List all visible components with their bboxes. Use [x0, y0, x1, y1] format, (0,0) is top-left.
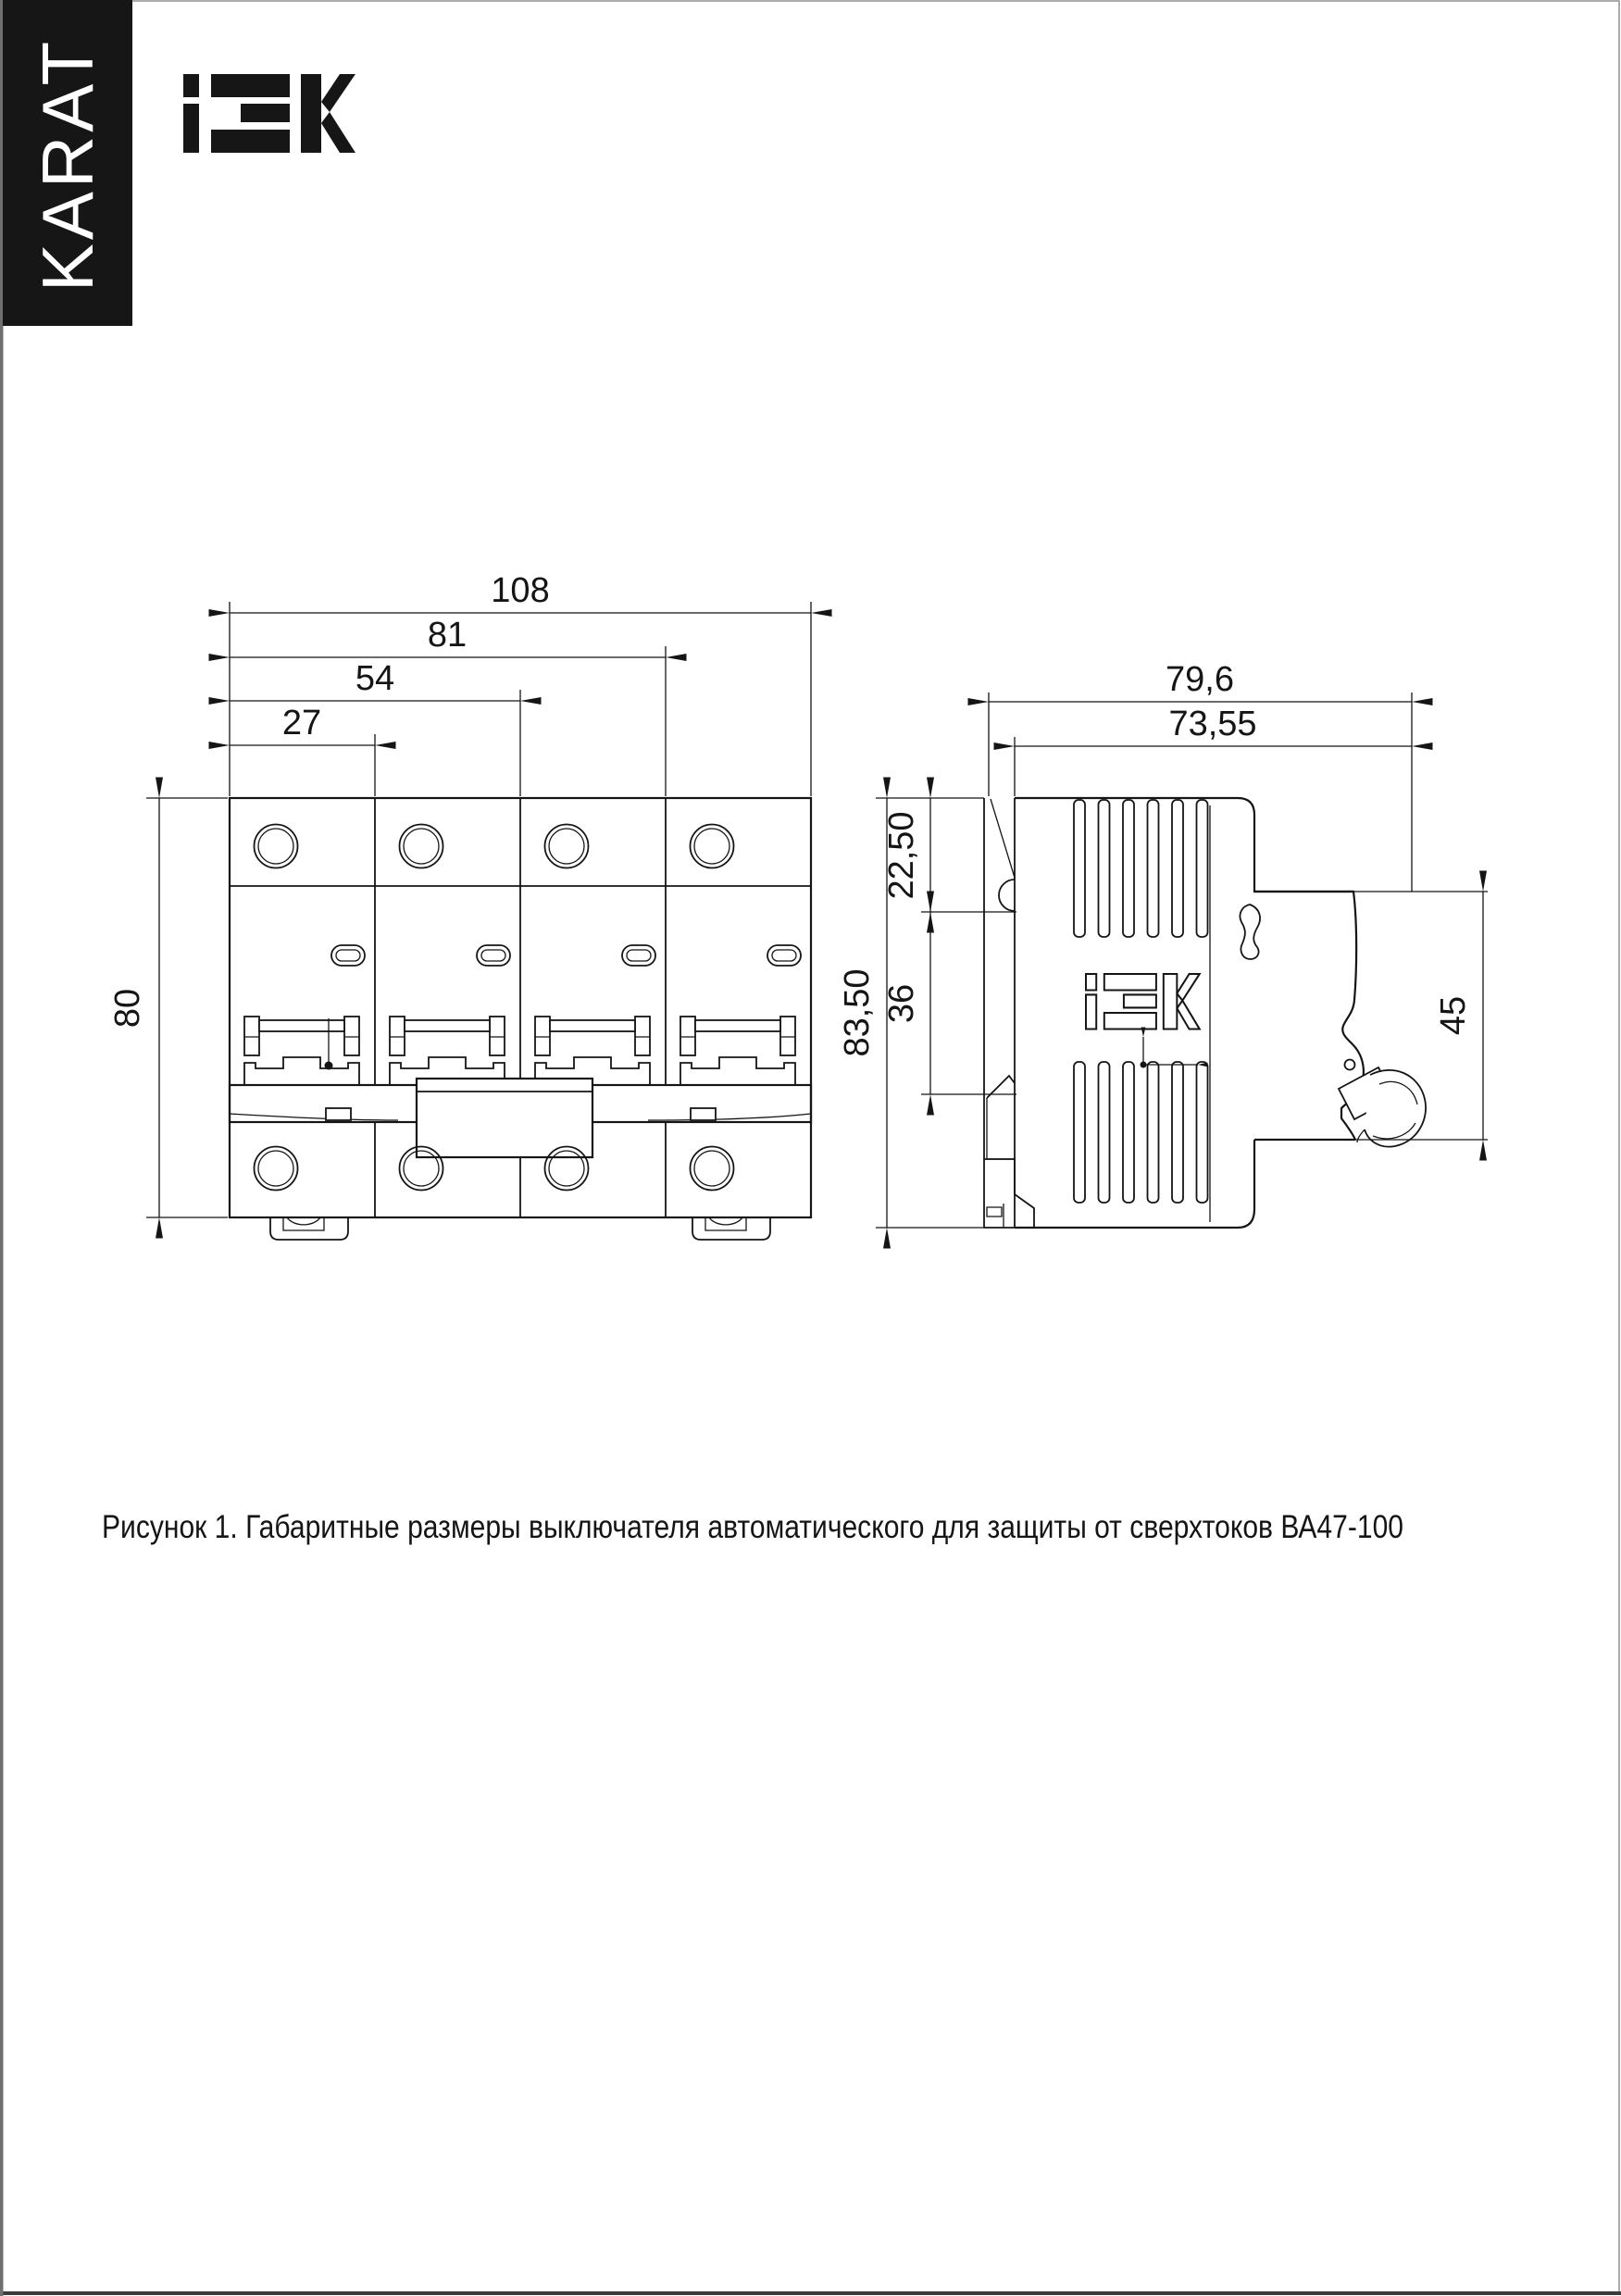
dim-side-front-height: 45	[1434, 995, 1473, 1036]
dim-side-depth-body: 73,55	[1168, 705, 1257, 743]
side-fins-top	[1074, 800, 1208, 937]
side-comma-slot	[1240, 905, 1260, 959]
dim-side-depth-total: 79,6	[1166, 660, 1234, 699]
front-view	[230, 798, 811, 1240]
side-din-plate	[984, 798, 1034, 1228]
iek-logo	[183, 74, 355, 153]
side-fins-bottom	[1074, 1062, 1208, 1203]
figure-caption: Рисунок 1. Габаритные размеры выключателя автоматического для защиты от сверхтоков ВА47-100	[102, 1509, 1403, 1545]
front-indicator-windows	[331, 945, 801, 966]
karat-banner	[3, 0, 132, 326]
dim-front-81: 81	[427, 616, 468, 655]
dim-side-height-total: 83,50	[838, 968, 877, 1057]
dim-front-height: 80	[108, 988, 147, 1029]
side-embossed-iek-logo	[1086, 974, 1200, 1029]
front-din-tabs	[270, 1217, 770, 1240]
lever-pin-dot	[325, 1062, 333, 1070]
side-view	[984, 798, 1426, 1228]
dim-front-27: 27	[281, 704, 322, 742]
dim-side-22-50: 22,50	[882, 811, 921, 900]
lever-pivot-dot	[1345, 1060, 1355, 1070]
dim-side-36: 36	[882, 983, 921, 1024]
dim-front-54: 54	[355, 659, 395, 698]
dim-front-total-width: 108	[491, 571, 550, 610]
karat-label: KARAT	[27, 37, 108, 293]
front-top-terminal-screws	[255, 825, 734, 868]
front-common-handle-block	[417, 1079, 592, 1157]
